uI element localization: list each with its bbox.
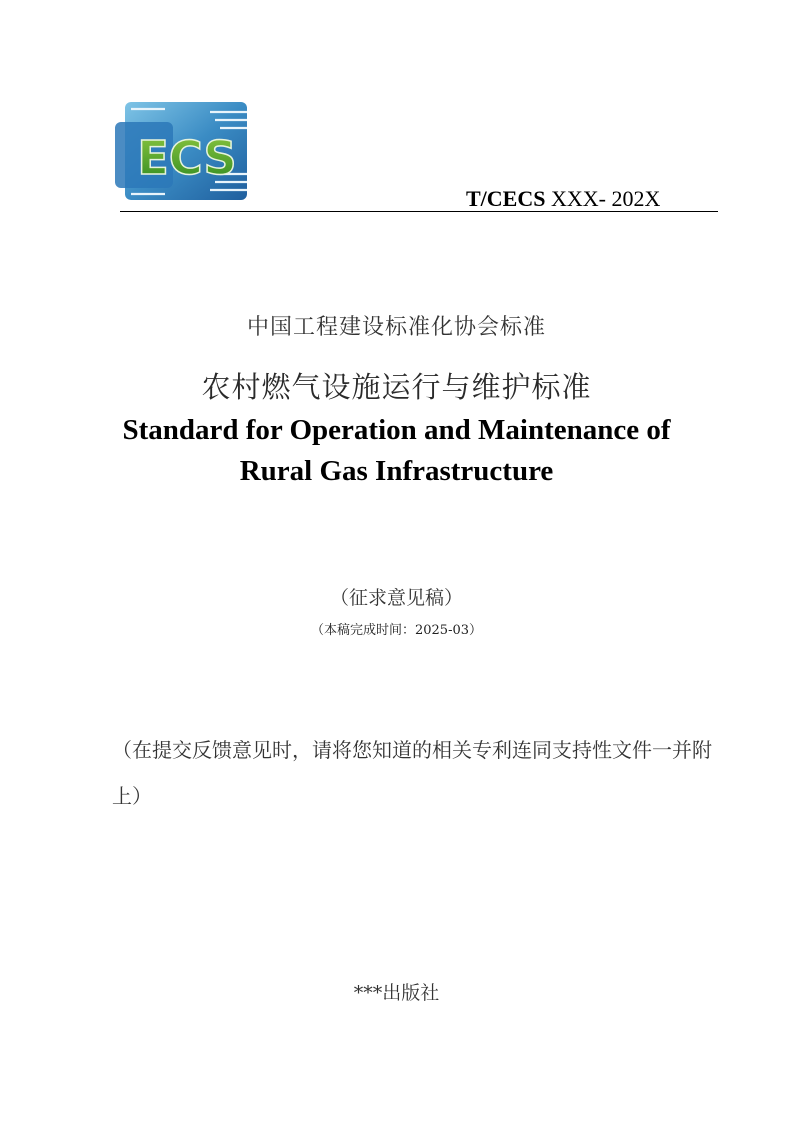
completion-date: （本稿完成时间：2025-03） <box>310 623 483 638</box>
standard-number <box>466 186 660 212</box>
standard-prefix: T/CECS <box>466 186 546 211</box>
standard-code: XXX- 202X <box>545 186 661 211</box>
association-name: 中国工程建设标准化协会标准 <box>246 315 546 340</box>
title-english-line1: Standard for Operation and Maintenance of <box>122 414 671 446</box>
ecs-logo <box>115 100 257 202</box>
ecs-logo-icon <box>115 100 257 202</box>
header-divider <box>120 211 718 212</box>
title-chinese: 农村燃气设施运行与维护标准 <box>201 370 592 404</box>
publisher: ***出版社 <box>353 982 440 1004</box>
svg-text:ECS: ECS <box>137 131 237 185</box>
patent-note: （在提交反馈意见时，请将您知道的相关专利连同支持性文件一并附上） <box>112 738 712 808</box>
draft-label: （征求意见稿） <box>329 587 463 609</box>
title-english-line2: Rural Gas Infrastructure <box>239 455 554 487</box>
